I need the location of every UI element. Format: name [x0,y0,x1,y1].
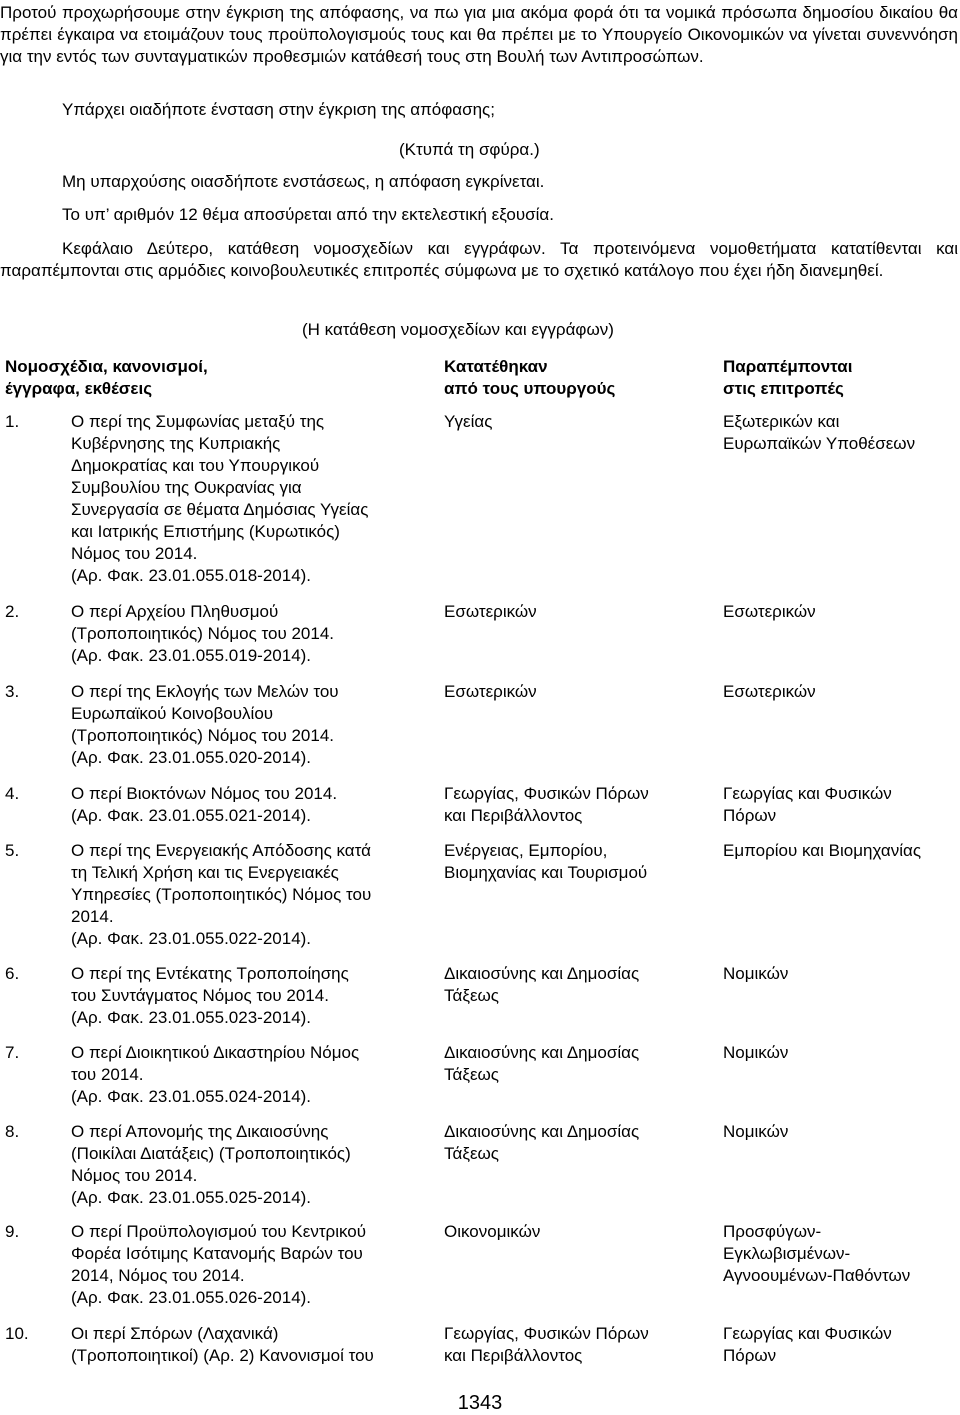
bill-title-line: του Συντάγματος Νόμος του 2014. [71,986,329,1005]
bill-title-line: (Ποικίλαι Διατάξεις) (Τροποποιητικός) [71,1144,351,1163]
bill-title-line: (Τροποποιητικός) Νόμος του 2014. [71,624,335,643]
bill-title [71,1121,351,1209]
bill-title-line: (Αρ. Φακ. 23.01.055.021-2014). [71,806,312,825]
ministry-line: Δικαιοσύνης και Δημοσίας [444,964,640,983]
ministry [444,411,492,433]
bill-title-line: Ο περί της Ενεργειακής Απόδοσης κατά [71,841,371,860]
ministry [444,1323,649,1367]
ministry-line: Τάξεως [444,1065,500,1084]
bill-title-line: 2014. [71,907,114,926]
committee-line: Εγκλωβισμένων- [723,1244,851,1263]
committee [723,1323,892,1367]
bill-title-line: (Αρ. Φακ. 23.01.055.024-2014). [71,1087,312,1106]
committee-line: Πόρων [723,1346,777,1365]
committee [723,1042,788,1064]
ministry-line: Οικονομικών [444,1222,541,1241]
withdrawal-statement: Το υπ’ αριθμόν 12 θέμα αποσύρεται από την εκτελεστική εξουσία. [62,205,554,224]
ministry-line: Τάξεως [444,986,500,1005]
committee-line: Γεωργίας και Φυσικών [723,1324,892,1343]
bill-title [71,963,349,1029]
approval-statement: Μη υπαρχούσης οιασδήποτε ενστάσεως, η απόφαση εγκρίνεται. [62,172,545,191]
bill-title-line: του 2014. [71,1065,144,1084]
item-number: 3. [5,682,20,701]
ministry [444,963,639,1007]
ministry [444,840,647,884]
bill-title [71,1323,374,1367]
committee [723,963,788,985]
bill-title [71,1221,366,1309]
committee-line: Εσωτερικών [723,682,816,701]
committee-line: Εσωτερικών [723,602,816,621]
bill-title-line: Ο περί της Συμφωνίας μεταξύ της [71,412,325,431]
item-number: 2. [5,602,20,621]
ministry-line: Εσωτερικών [444,682,537,701]
bill-title-line: (Αρ. Φακ. 23.01.055.018-2014). [71,566,312,585]
ministry-line: και Περιβάλλοντος [444,806,583,825]
header-ministries-line2: από τους υπουργούς [444,379,616,398]
bill-title-line: 2014, Νόμος του 2014. [71,1266,245,1285]
bill-title-line: (Αρ. Φακ. 23.01.055.020-2014). [71,748,312,767]
item-number: 1. [5,412,20,431]
header-ministries-line1: Κατατέθηκαν [444,357,548,376]
bill-title-line: (Αρ. Φακ. 23.01.055.022-2014). [71,929,312,948]
ministry-line: Βιομηχανίας και Τουρισμού [444,863,648,882]
bill-title [71,783,337,827]
bill-title-line: Υπηρεσίες (Τροποποιητικός) Νόμος του [71,885,372,904]
committee [723,681,816,703]
ministry-line: Γεωργίας, Φυσικών Πόρων [444,784,649,803]
bill-title-line: Συνεργασία σε θέματα Δημόσιας Υγείας [71,500,369,519]
committee [723,840,921,862]
ministry [444,601,537,623]
bill-title-line: (Αρ. Φακ. 23.01.055.025-2014). [71,1188,312,1207]
item-number: 4. [5,784,20,803]
committee-line: Εμπορίου και Βιομηχανίας [723,841,922,860]
bill-title-line: Νόμος του 2014. [71,544,198,563]
ministry-line: Τάξεως [444,1144,500,1163]
bill-title-line: Ευρωπαϊκού Κοινοβουλίου [71,704,274,723]
bill-title-line: Ο περί Διοικητικού Δικαστηρίου Νόμος [71,1043,360,1062]
bill-title-line: (Αρ. Φακ. 23.01.055.019-2014). [71,646,312,665]
bill-title-line: Ο περί Προϋπολογισμού του Κεντρικού [71,1222,367,1241]
bill-title-line: (Τροποποιητικοί) (Αρ. 2) Κανονισμοί του [71,1346,374,1365]
committee-line: Αγνοουμένων-Παθόντων [723,1266,911,1285]
ministry-line: Γεωργίας, Φυσικών Πόρων [444,1324,649,1343]
bill-title [71,1042,359,1108]
header-bills-line1: Νομοσχέδια, κανονισμοί, [5,357,208,376]
bill-title-line: Ο περί Απονομής της Δικαιοσύνης [71,1122,329,1141]
item-number: 6. [5,964,20,983]
item-number: 8. [5,1122,20,1141]
item-number: 9. [5,1222,20,1241]
ministry [444,1121,639,1165]
bill-title-line: Ο περί της Εντέκατης Τροποποίησης [71,964,349,983]
bill-title-line: Οι περί Σπόρων (Λαχανικά) [71,1324,279,1343]
ministry-line: Ενέργειας, Εμπορίου, [444,841,608,860]
chapter-paragraph: Κεφάλαιο Δεύτερο, κατάθεση νομοσχεδίων και εγγράφων. Τα προτεινόμενα νομοθετήματα κατατίθενται και παραπέμπονται στις αρμόδιες κοινοβουλευτικές επιτροπές σύμφωνα με το σχετικό κατάλογο που έχει ήδη διανεμηθεί. [0,239,958,280]
header-ministries [444,356,615,400]
committee-line: Νομικών [723,964,789,983]
bill-title-line: και Ιατρικής Επιστήμης (Κυρωτικός) [71,522,340,541]
ministry-line: Εσωτερικών [444,602,537,621]
bill-title-line: Δημοκρατίας και του Υπουργικού [71,456,320,475]
ministry [444,1221,540,1243]
item-number: 5. [5,841,20,860]
bill-title-line: Κυβέρνησης της Κυπριακής [71,434,281,453]
bill-title [71,411,368,587]
bill-title-line: τη Τελική Χρήση και τις Ενεργειακές [71,863,339,882]
header-bills [5,356,208,400]
header-committees-line2: στις επιτροπές [723,379,844,398]
bill-title-line: Ο περί Αρχείου Πληθυσμού [71,602,279,621]
committee-line: Ευρωπαϊκών Υποθέσεων [723,434,916,453]
ministry [444,1042,639,1086]
committee [723,411,915,455]
committee-line: Πόρων [723,806,777,825]
committee-line: Νομικών [723,1043,789,1062]
bill-title [71,601,334,667]
bill-title [71,840,371,950]
ministry-line: Δικαιοσύνης και Δημοσίας [444,1122,640,1141]
bill-title [71,681,339,769]
committee-line: Νομικών [723,1122,789,1141]
committee [723,1121,788,1143]
item-number: 10. [5,1324,29,1343]
header-committees [723,356,852,400]
objection-question: Υπάρχει οιαδήποτε ένσταση στην έγκριση της απόφασης; [62,100,495,119]
committee-line: Εξωτερικών και [723,412,840,431]
bill-title-line: Φορέα Ισότιμης Κατανομής Βαρών του [71,1244,363,1263]
gavel-note: (Κτυπά τη σφύρα.) [399,140,540,159]
committee [723,601,816,623]
bill-title-line: Ο περί της Εκλογής των Μελών του [71,682,339,701]
committee-line: Γεωργίας και Φυσικών [723,784,892,803]
bill-title-line: (Αρ. Φακ. 23.01.055.026-2014). [71,1288,312,1307]
section-title: (Η κατάθεση νομοσχεδίων και εγγράφων) [302,320,614,339]
intro-paragraph: Προτού προχωρήσουμε στην έγκριση της απόφασης, να πω για μια ακόμα φορά ότι τα νομικά πρόσωπα δημοσίου δικαίου θα πρέπει έγκαιρα να ετοιμάζουν τους προϋπολογισμούς τους και θα πρέπει με το Υπουργείο Οικονομικών να γίνεται συνεννόηση για την εντός των συνταγματικών προθεσμιών κατάθεσή τους στη Βουλή των Αντιπροσώπων. [0,3,958,66]
bill-title-line: Ο περί Βιοκτόνων Νόμος του 2014. [71,784,338,803]
ministry-line: Υγείας [444,412,493,431]
ministry [444,783,649,827]
header-bills-line2: έγγραφα, εκθέσεις [5,379,153,398]
ministry-line: και Περιβάλλοντος [444,1346,583,1365]
committee-line: Προσφύγων- [723,1222,822,1241]
bill-title-line: Νόμος του 2014. [71,1166,198,1185]
header-committees-line1: Παραπέμπονται [723,357,853,376]
ministry [444,681,537,703]
bill-title-line: (Αρ. Φακ. 23.01.055.023-2014). [71,1008,312,1027]
committee [723,783,892,827]
page-number: 1343 [457,1392,503,1414]
committee [723,1221,910,1287]
bill-title-line: (Τροποποιητικός) Νόμος του 2014. [71,726,335,745]
item-number: 7. [5,1043,20,1062]
ministry-line: Δικαιοσύνης και Δημοσίας [444,1043,640,1062]
bill-title-line: Συμβουλίου της Ουκρανίας για [71,478,302,497]
